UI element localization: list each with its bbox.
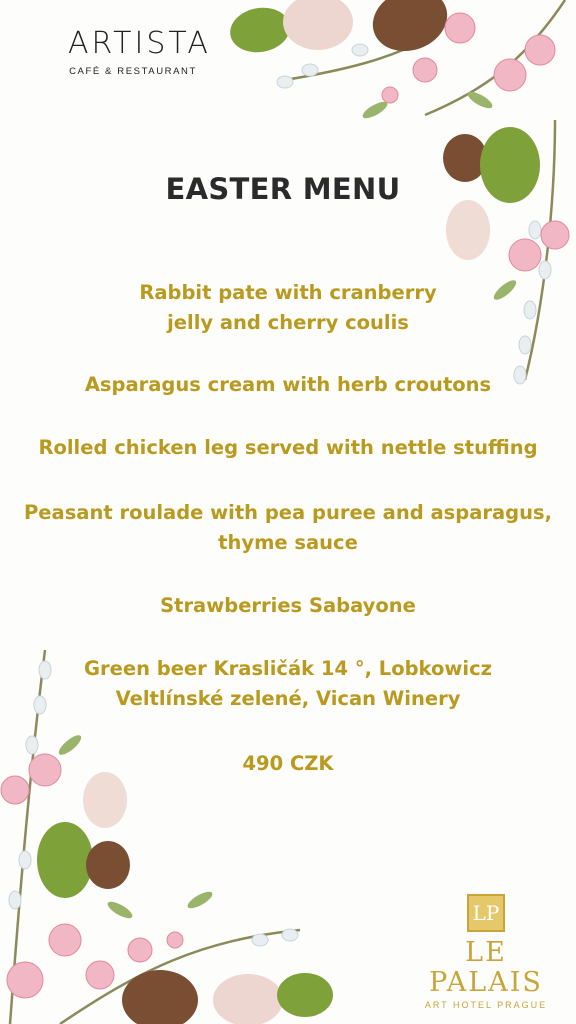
blossom-icon bbox=[445, 13, 475, 43]
menu-item-line: Green beer Krasličák 14 °, Lobkowicz bbox=[84, 657, 492, 680]
menu-item-line: Veltlínské zelené, Vican Winery bbox=[115, 687, 461, 710]
menu-price: 490 CZK bbox=[242, 752, 334, 775]
blossom-icon bbox=[541, 221, 569, 249]
menu-item-line: Asparagus cream with herb croutons bbox=[84, 373, 492, 396]
artista-logo bbox=[68, 26, 211, 77]
blossom-icon bbox=[7, 962, 43, 998]
blossom-icon bbox=[413, 58, 437, 82]
le-palais-monogram: LP bbox=[467, 894, 505, 932]
blossom-icon bbox=[86, 961, 114, 989]
blossom-icon bbox=[382, 87, 398, 103]
artista-logo-subtitle: CAFÉ & RESTAURANT bbox=[69, 66, 197, 77]
menu-item-line: Peasant roulade with pea puree and asparagus, bbox=[24, 501, 552, 524]
easter-egg-icon bbox=[446, 200, 490, 260]
menu-item-line: Rabbit pate with cranberry bbox=[139, 281, 437, 304]
blossom-icon bbox=[49, 924, 81, 956]
menu-item-line: Strawberries Sabayone bbox=[160, 594, 416, 617]
menu-item-line: Rolled chicken leg served with nettle stuffing bbox=[38, 436, 538, 459]
easter-egg-icon bbox=[213, 974, 283, 1024]
blossom-icon bbox=[1, 776, 29, 804]
blossom-icon bbox=[509, 239, 541, 271]
le-palais-name: LE PALAIS bbox=[429, 937, 543, 998]
easter-egg-icon bbox=[37, 822, 93, 898]
menu-item-line: jelly and cherry coulis bbox=[167, 311, 409, 334]
easter-egg-icon bbox=[83, 772, 127, 828]
blossom-icon bbox=[525, 35, 555, 65]
easter-egg-icon bbox=[227, 3, 294, 57]
easter-egg-icon bbox=[283, 0, 353, 50]
menu-item-line: thyme sauce bbox=[218, 531, 358, 554]
artista-logo-word: ARTISTA bbox=[68, 26, 211, 61]
easter-egg-icon bbox=[277, 973, 333, 1017]
easter-egg-icon bbox=[364, 0, 456, 61]
menu-title: EASTER MENU bbox=[165, 172, 401, 206]
easter-egg-icon bbox=[86, 841, 130, 889]
le-palais-logo bbox=[416, 894, 556, 1010]
blossom-icon bbox=[494, 59, 526, 91]
le-palais-subtitle: ART HOTEL PRAGUE bbox=[424, 1000, 548, 1010]
blossom-icon bbox=[128, 938, 152, 962]
blossom-icon bbox=[167, 932, 183, 948]
